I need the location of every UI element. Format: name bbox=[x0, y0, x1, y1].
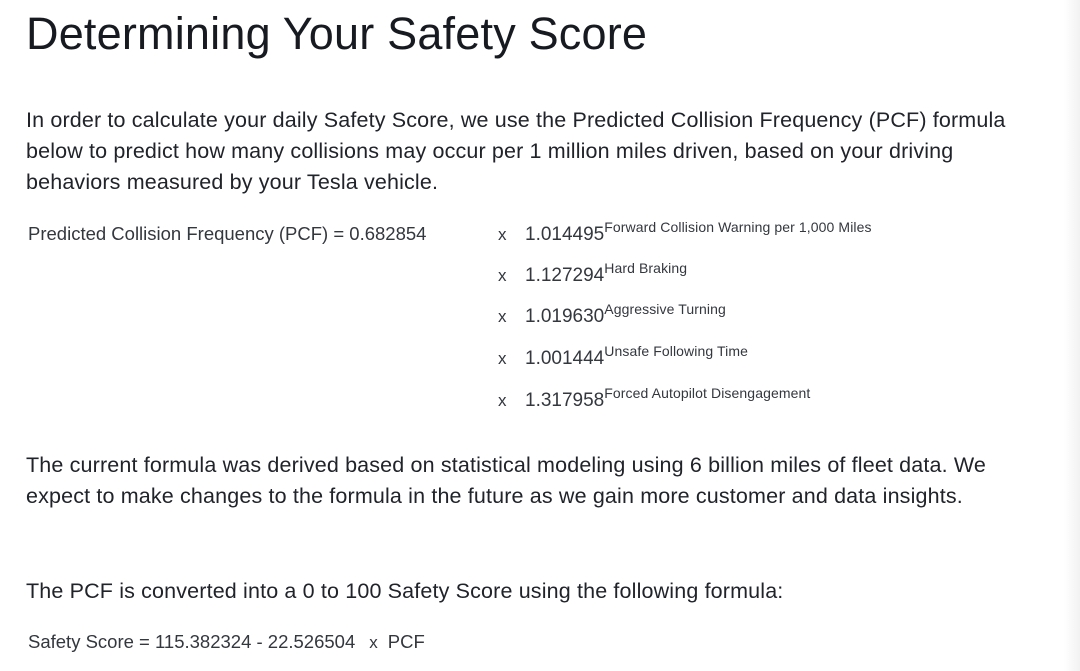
pcf-factor-row bbox=[498, 219, 872, 250]
multiply-operator: x bbox=[498, 349, 507, 368]
pcf-factor-row bbox=[498, 385, 811, 416]
factor-exponent: Aggressive Turning bbox=[604, 301, 726, 317]
page-edge-shade bbox=[1064, 0, 1080, 671]
conversion-paragraph: The PCF is converted into a 0 to 100 Safety Score using the following formula: bbox=[26, 579, 784, 603]
intro-paragraph: In order to calculate your daily Safety Score, we use the Predicted Collision Frequency (PCF) formula below to predict how many collisions may occur per 1 million miles driven, based on your driving behaviors measured by your Tesla vehicle. bbox=[26, 108, 1006, 194]
safety-score-formula bbox=[28, 629, 425, 656]
multiply-operator: x bbox=[498, 307, 507, 326]
pcf-formula-label: Predicted Collision Frequency (PCF) = 0.682854 bbox=[28, 223, 427, 244]
pcf-factor-row bbox=[498, 343, 748, 374]
score-formula-left: Safety Score = 115.382324 - 22.526504 bbox=[28, 631, 356, 652]
score-formula-right: PCF bbox=[387, 631, 425, 652]
factor-coefficient: 1.014495 bbox=[525, 224, 605, 245]
factor-exponent: Hard Braking bbox=[604, 260, 688, 276]
pcf-factor-row bbox=[498, 260, 688, 291]
multiply-operator: x bbox=[498, 266, 507, 285]
pcf-factor-row bbox=[498, 301, 726, 332]
multiply-operator: x bbox=[369, 633, 378, 652]
page-title: Determining Your Safety Score bbox=[26, 8, 648, 59]
factor-exponent: Unsafe Following Time bbox=[604, 343, 748, 359]
factor-coefficient: 1.001444 bbox=[525, 348, 605, 369]
factor-exponent: Forward Collision Warning per 1,000 Miles bbox=[604, 219, 872, 235]
formula-derivation-paragraph: The current formula was derived based on statistical modeling using 6 billion miles of fleet data. We expect to make changes to the formula in the future as we gain more customer and data insights. bbox=[26, 453, 987, 508]
multiply-operator: x bbox=[498, 225, 507, 244]
factor-coefficient: 1.019630 bbox=[525, 306, 605, 327]
factor-coefficient: 1.317958 bbox=[525, 390, 605, 411]
factor-exponent: Forced Autopilot Disengagement bbox=[604, 385, 811, 401]
multiply-operator: x bbox=[498, 391, 507, 410]
factor-coefficient: 1.127294 bbox=[525, 265, 605, 286]
